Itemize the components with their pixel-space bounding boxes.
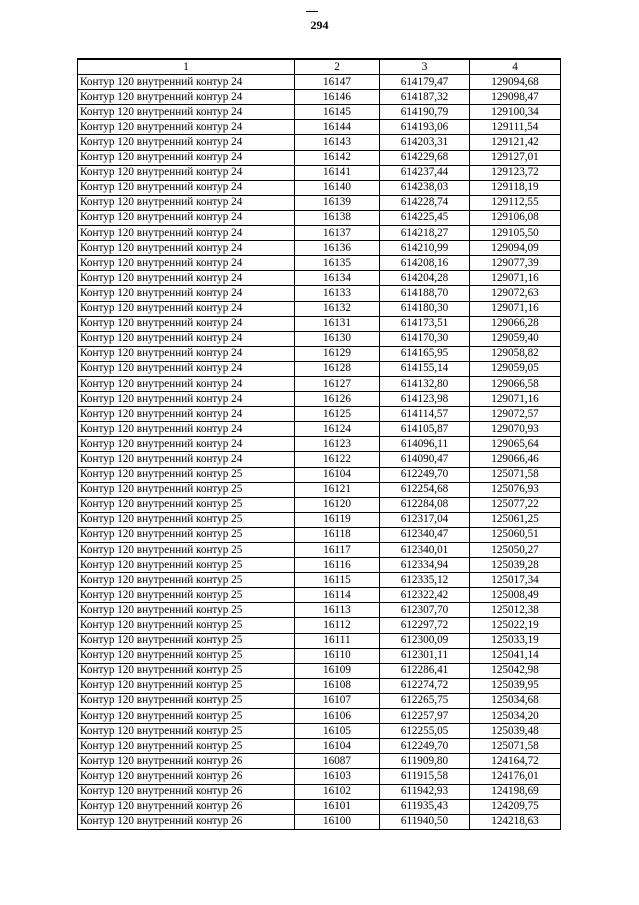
x-coordinate-cell: 614218,27 <box>380 226 470 241</box>
point-number-cell: 16132 <box>295 301 380 316</box>
y-coordinate-cell: 129098,47 <box>470 90 561 105</box>
contour-name-cell: Контур 120 внутренний контур 24 <box>78 301 295 316</box>
point-number-cell: 16118 <box>295 527 380 542</box>
y-coordinate-cell: 125039,48 <box>470 724 561 739</box>
table-row <box>78 316 561 331</box>
table-row <box>78 739 561 754</box>
point-number-cell: 16144 <box>295 120 380 135</box>
point-number-cell: 16103 <box>295 769 380 784</box>
header-col-3: 3 <box>380 59 470 75</box>
y-coordinate-cell: 125061,25 <box>470 512 561 527</box>
table-row <box>78 165 561 180</box>
table-row <box>78 105 561 120</box>
contour-name-cell: Контур 120 внутренний контур 24 <box>78 271 295 286</box>
x-coordinate-cell: 612335,12 <box>380 573 470 588</box>
point-number-cell: 16102 <box>295 784 380 799</box>
contour-name-cell: Контур 120 внутренний контур 26 <box>78 754 295 769</box>
x-coordinate-cell: 612300,09 <box>380 633 470 648</box>
x-coordinate-cell: 612249,70 <box>380 739 470 754</box>
contour-name-cell: Контур 120 внутренний контур 24 <box>78 150 295 165</box>
x-coordinate-cell: 614090,47 <box>380 452 470 467</box>
x-coordinate-cell: 611942,93 <box>380 784 470 799</box>
point-number-cell: 16131 <box>295 316 380 331</box>
contour-name-cell: Контур 120 внутренний контур 24 <box>78 75 295 90</box>
x-coordinate-cell: 614170,30 <box>380 331 470 346</box>
x-coordinate-cell: 614237,44 <box>380 165 470 180</box>
y-coordinate-cell: 129066,58 <box>470 376 561 391</box>
contour-name-cell: Контур 120 внутренний контур 24 <box>78 226 295 241</box>
point-number-cell: 16134 <box>295 271 380 286</box>
table-row <box>78 90 561 105</box>
x-coordinate-cell: 612334,94 <box>380 558 470 573</box>
y-coordinate-cell: 129065,64 <box>470 437 561 452</box>
y-coordinate-cell: 129058,82 <box>470 346 561 361</box>
x-coordinate-cell: 612255,05 <box>380 724 470 739</box>
contour-name-cell: Контур 120 внутренний контур 26 <box>78 784 295 799</box>
y-coordinate-cell: 125077,22 <box>470 497 561 512</box>
y-coordinate-cell: 125008,49 <box>470 588 561 603</box>
table-row <box>78 180 561 195</box>
table-row <box>78 195 561 210</box>
table-row <box>78 814 561 829</box>
contour-name-cell: Контур 120 внутренний контур 25 <box>78 633 295 648</box>
x-coordinate-cell: 614173,51 <box>380 316 470 331</box>
contour-name-cell: Контур 120 внутренний контур 25 <box>78 482 295 497</box>
y-coordinate-cell: 129066,28 <box>470 316 561 331</box>
y-coordinate-cell: 129100,34 <box>470 105 561 120</box>
point-number-cell: 16142 <box>295 150 380 165</box>
point-number-cell: 16100 <box>295 814 380 829</box>
contour-name-cell: Контур 120 внутренний контур 24 <box>78 165 295 180</box>
y-coordinate-cell: 129071,16 <box>470 271 561 286</box>
y-coordinate-cell: 125060,51 <box>470 527 561 542</box>
point-number-cell: 16127 <box>295 376 380 391</box>
table-row <box>78 407 561 422</box>
table-row <box>78 512 561 527</box>
point-number-cell: 16104 <box>295 739 380 754</box>
contour-name-cell: Контур 120 внутренний контур 25 <box>78 527 295 542</box>
y-coordinate-cell: 129111,54 <box>470 120 561 135</box>
x-coordinate-cell: 614096,11 <box>380 437 470 452</box>
point-number-cell: 16124 <box>295 422 380 437</box>
y-coordinate-cell: 124209,75 <box>470 799 561 814</box>
point-number-cell: 16116 <box>295 558 380 573</box>
point-number-cell: 16143 <box>295 135 380 150</box>
x-coordinate-cell: 614190,79 <box>380 105 470 120</box>
point-number-cell: 16129 <box>295 346 380 361</box>
table-row <box>78 331 561 346</box>
x-coordinate-cell: 612307,70 <box>380 603 470 618</box>
point-number-cell: 16138 <box>295 210 380 225</box>
point-number-cell: 16117 <box>295 543 380 558</box>
x-coordinate-cell: 614105,87 <box>380 422 470 437</box>
x-coordinate-cell: 614228,74 <box>380 195 470 210</box>
y-coordinate-cell: 124164,72 <box>470 754 561 769</box>
point-number-cell: 16107 <box>295 693 380 708</box>
y-coordinate-cell: 125034,20 <box>470 709 561 724</box>
contour-name-cell: Контур 120 внутренний контур 25 <box>78 693 295 708</box>
y-coordinate-cell: 129077,39 <box>470 256 561 271</box>
contour-name-cell: Контур 120 внутренний контур 25 <box>78 648 295 663</box>
y-coordinate-cell: 129127,01 <box>470 150 561 165</box>
x-coordinate-cell: 611909,80 <box>380 754 470 769</box>
contour-name-cell: Контур 120 внутренний контур 25 <box>78 724 295 739</box>
y-coordinate-cell: 125042,98 <box>470 663 561 678</box>
x-coordinate-cell: 614188,70 <box>380 286 470 301</box>
header-row <box>78 59 561 75</box>
contour-name-cell: Контур 120 внутренний контур 24 <box>78 361 295 376</box>
table-row <box>78 120 561 135</box>
contour-name-cell: Контур 120 внутренний контур 24 <box>78 210 295 225</box>
contour-name-cell: Контур 120 внутренний контур 25 <box>78 588 295 603</box>
contour-name-cell: Контур 120 внутренний контур 24 <box>78 105 295 120</box>
table-row <box>78 497 561 512</box>
x-coordinate-cell: 614203,31 <box>380 135 470 150</box>
header-col-1: 1 <box>78 59 295 75</box>
x-coordinate-cell: 614187,32 <box>380 90 470 105</box>
point-number-cell: 16122 <box>295 452 380 467</box>
point-number-cell: 16112 <box>295 618 380 633</box>
x-coordinate-cell: 612340,01 <box>380 543 470 558</box>
x-coordinate-cell: 612249,70 <box>380 467 470 482</box>
x-coordinate-cell: 614210,99 <box>380 241 470 256</box>
table-row <box>78 376 561 391</box>
table-row <box>78 573 561 588</box>
table-row <box>78 693 561 708</box>
y-coordinate-cell: 125034,68 <box>470 693 561 708</box>
x-coordinate-cell: 611940,50 <box>380 814 470 829</box>
y-coordinate-cell: 129123,72 <box>470 165 561 180</box>
y-coordinate-cell: 125071,58 <box>470 467 561 482</box>
table-row <box>78 754 561 769</box>
table-row <box>78 527 561 542</box>
point-number-cell: 16108 <box>295 678 380 693</box>
contour-name-cell: Контур 120 внутренний контур 24 <box>78 135 295 150</box>
contour-name-cell: Контур 120 внутренний контур 25 <box>78 467 295 482</box>
header-col-2: 2 <box>295 59 380 75</box>
contour-name-cell: Контур 120 внутренний контур 24 <box>78 437 295 452</box>
table-row <box>78 256 561 271</box>
y-coordinate-cell: 125022,19 <box>470 618 561 633</box>
x-coordinate-cell: 614229,68 <box>380 150 470 165</box>
contour-name-cell: Контур 120 внутренний контур 25 <box>78 603 295 618</box>
table-row <box>78 603 561 618</box>
table-row <box>78 558 561 573</box>
y-coordinate-cell: 125012,38 <box>470 603 561 618</box>
point-number-cell: 16101 <box>295 799 380 814</box>
y-coordinate-cell: 129070,93 <box>470 422 561 437</box>
y-coordinate-cell: 129094,68 <box>470 75 561 90</box>
table-row <box>78 633 561 648</box>
table-row <box>78 286 561 301</box>
y-coordinate-cell: 125071,58 <box>470 739 561 754</box>
point-number-cell: 16146 <box>295 90 380 105</box>
table-row <box>78 452 561 467</box>
point-number-cell: 16147 <box>295 75 380 90</box>
table-row <box>78 75 561 90</box>
table-row <box>78 150 561 165</box>
point-number-cell: 16115 <box>295 573 380 588</box>
table-row <box>78 422 561 437</box>
x-coordinate-cell: 612297,72 <box>380 618 470 633</box>
contour-name-cell: Контур 120 внутренний контур 25 <box>78 573 295 588</box>
contour-name-cell: Контур 120 внутренний контур 26 <box>78 799 295 814</box>
contour-name-cell: Контур 120 внутренний контур 24 <box>78 195 295 210</box>
x-coordinate-cell: 612254,68 <box>380 482 470 497</box>
y-coordinate-cell: 125041,14 <box>470 648 561 663</box>
contour-name-cell: Контур 120 внутренний контур 25 <box>78 618 295 633</box>
contour-name-cell: Контур 120 внутренний контур 24 <box>78 120 295 135</box>
y-coordinate-cell: 125017,34 <box>470 573 561 588</box>
x-coordinate-cell: 612322,42 <box>380 588 470 603</box>
point-number-cell: 16130 <box>295 331 380 346</box>
table-row <box>78 241 561 256</box>
point-number-cell: 16140 <box>295 180 380 195</box>
x-coordinate-cell: 611915,58 <box>380 769 470 784</box>
contour-name-cell: Контур 120 внутренний контур 24 <box>78 407 295 422</box>
contour-name-cell: Контур 120 внутренний контур 25 <box>78 739 295 754</box>
point-number-cell: 16125 <box>295 407 380 422</box>
table-row <box>78 135 561 150</box>
y-coordinate-cell: 129066,46 <box>470 452 561 467</box>
x-coordinate-cell: 612274,72 <box>380 678 470 693</box>
y-coordinate-cell: 129118,19 <box>470 180 561 195</box>
table-row <box>78 392 561 407</box>
y-coordinate-cell: 129106,08 <box>470 210 561 225</box>
x-coordinate-cell: 611935,43 <box>380 799 470 814</box>
point-number-cell: 16123 <box>295 437 380 452</box>
x-coordinate-cell: 614204,28 <box>380 271 470 286</box>
table-row <box>78 361 561 376</box>
contour-name-cell: Контур 120 внутренний контур 24 <box>78 422 295 437</box>
point-number-cell: 16087 <box>295 754 380 769</box>
point-number-cell: 16104 <box>295 467 380 482</box>
y-coordinate-cell: 125039,28 <box>470 558 561 573</box>
x-coordinate-cell: 614114,57 <box>380 407 470 422</box>
point-number-cell: 16128 <box>295 361 380 376</box>
y-coordinate-cell: 125076,93 <box>470 482 561 497</box>
contour-name-cell: Контур 120 внутренний контур 24 <box>78 316 295 331</box>
table-row <box>78 210 561 225</box>
table-row <box>78 769 561 784</box>
table-row <box>78 724 561 739</box>
y-coordinate-cell: 129105,50 <box>470 226 561 241</box>
table-row <box>78 709 561 724</box>
point-number-cell: 16145 <box>295 105 380 120</box>
contour-name-cell: Контур 120 внутренний контур 25 <box>78 678 295 693</box>
table-row <box>78 301 561 316</box>
y-coordinate-cell: 129072,57 <box>470 407 561 422</box>
table-row <box>78 799 561 814</box>
point-number-cell: 16113 <box>295 603 380 618</box>
point-number-cell: 16141 <box>295 165 380 180</box>
contour-name-cell: Контур 120 внутренний контур 26 <box>78 769 295 784</box>
table-row <box>78 482 561 497</box>
coordinates-table <box>77 58 561 830</box>
point-number-cell: 16136 <box>295 241 380 256</box>
table-row <box>78 346 561 361</box>
table-row <box>78 678 561 693</box>
y-coordinate-cell: 125050,27 <box>470 543 561 558</box>
table-row <box>78 543 561 558</box>
point-number-cell: 16135 <box>295 256 380 271</box>
point-number-cell: 16139 <box>295 195 380 210</box>
y-coordinate-cell: 129072,63 <box>470 286 561 301</box>
x-coordinate-cell: 614132,80 <box>380 376 470 391</box>
table-row <box>78 618 561 633</box>
y-coordinate-cell: 129112,55 <box>470 195 561 210</box>
x-coordinate-cell: 612301,11 <box>380 648 470 663</box>
table-row <box>78 784 561 799</box>
y-coordinate-cell: 124218,63 <box>470 814 561 829</box>
point-number-cell: 16119 <box>295 512 380 527</box>
table-row <box>78 663 561 678</box>
x-coordinate-cell: 612286,41 <box>380 663 470 678</box>
y-coordinate-cell: 129071,16 <box>470 392 561 407</box>
page-number: 294 <box>0 18 639 33</box>
contour-name-cell: Контур 120 внутренний контур 25 <box>78 709 295 724</box>
table-row <box>78 648 561 663</box>
point-number-cell: 16133 <box>295 286 380 301</box>
y-coordinate-cell: 129071,16 <box>470 301 561 316</box>
point-number-cell: 16120 <box>295 497 380 512</box>
table-row <box>78 437 561 452</box>
point-number-cell: 16110 <box>295 648 380 663</box>
x-coordinate-cell: 612317,04 <box>380 512 470 527</box>
point-number-cell: 16126 <box>295 392 380 407</box>
table-row <box>78 226 561 241</box>
contour-name-cell: Контур 120 внутренний контур 24 <box>78 286 295 301</box>
contour-name-cell: Контур 120 внутренний контур 24 <box>78 346 295 361</box>
contour-name-cell: Контур 120 внутренний контур 24 <box>78 256 295 271</box>
x-coordinate-cell: 612257,97 <box>380 709 470 724</box>
contour-name-cell: Контур 120 внутренний контур 26 <box>78 814 295 829</box>
x-coordinate-cell: 612340,47 <box>380 527 470 542</box>
y-coordinate-cell: 124176,01 <box>470 769 561 784</box>
contour-name-cell: Контур 120 внутренний контур 24 <box>78 331 295 346</box>
x-coordinate-cell: 614165,95 <box>380 346 470 361</box>
point-number-cell: 16111 <box>295 633 380 648</box>
x-coordinate-cell: 614225,45 <box>380 210 470 225</box>
table-body <box>78 75 561 830</box>
point-number-cell: 16121 <box>295 482 380 497</box>
contour-name-cell: Контур 120 внутренний контур 24 <box>78 392 295 407</box>
y-coordinate-cell: 129059,40 <box>470 331 561 346</box>
x-coordinate-cell: 612265,75 <box>380 693 470 708</box>
x-coordinate-cell: 612284,08 <box>380 497 470 512</box>
contour-name-cell: Контур 120 внутренний контур 25 <box>78 512 295 527</box>
table-row <box>78 467 561 482</box>
x-coordinate-cell: 614208,16 <box>380 256 470 271</box>
table-row <box>78 588 561 603</box>
x-coordinate-cell: 614123,98 <box>380 392 470 407</box>
contour-name-cell: Контур 120 внутренний контур 25 <box>78 543 295 558</box>
header-col-4: 4 <box>470 59 561 75</box>
contour-name-cell: Контур 120 внутренний контур 24 <box>78 241 295 256</box>
x-coordinate-cell: 614179,47 <box>380 75 470 90</box>
contour-name-cell: Контур 120 внутренний контур 25 <box>78 497 295 512</box>
table-row <box>78 271 561 286</box>
contour-name-cell: Контур 120 внутренний контур 25 <box>78 663 295 678</box>
y-coordinate-cell: 129094,09 <box>470 241 561 256</box>
x-coordinate-cell: 614180,30 <box>380 301 470 316</box>
point-number-cell: 16106 <box>295 709 380 724</box>
x-coordinate-cell: 614238,03 <box>380 180 470 195</box>
point-number-cell: 16109 <box>295 663 380 678</box>
contour-name-cell: Контур 120 внутренний контур 24 <box>78 452 295 467</box>
table-header <box>78 59 561 75</box>
y-coordinate-cell: 125039,95 <box>470 678 561 693</box>
x-coordinate-cell: 614193,06 <box>380 120 470 135</box>
y-coordinate-cell: 124198,69 <box>470 784 561 799</box>
point-number-cell: 16114 <box>295 588 380 603</box>
point-number-cell: 16137 <box>295 226 380 241</box>
x-coordinate-cell: 614155,14 <box>380 361 470 376</box>
y-coordinate-cell: 129121,42 <box>470 135 561 150</box>
contour-name-cell: Контур 120 внутренний контур 24 <box>78 90 295 105</box>
point-number-cell: 16105 <box>295 724 380 739</box>
y-coordinate-cell: 125033,19 <box>470 633 561 648</box>
contour-name-cell: Контур 120 внутренний контур 24 <box>78 376 295 391</box>
contour-name-cell: Контур 120 внутренний контур 25 <box>78 558 295 573</box>
y-coordinate-cell: 129059,05 <box>470 361 561 376</box>
contour-name-cell: Контур 120 внутренний контур 24 <box>78 180 295 195</box>
